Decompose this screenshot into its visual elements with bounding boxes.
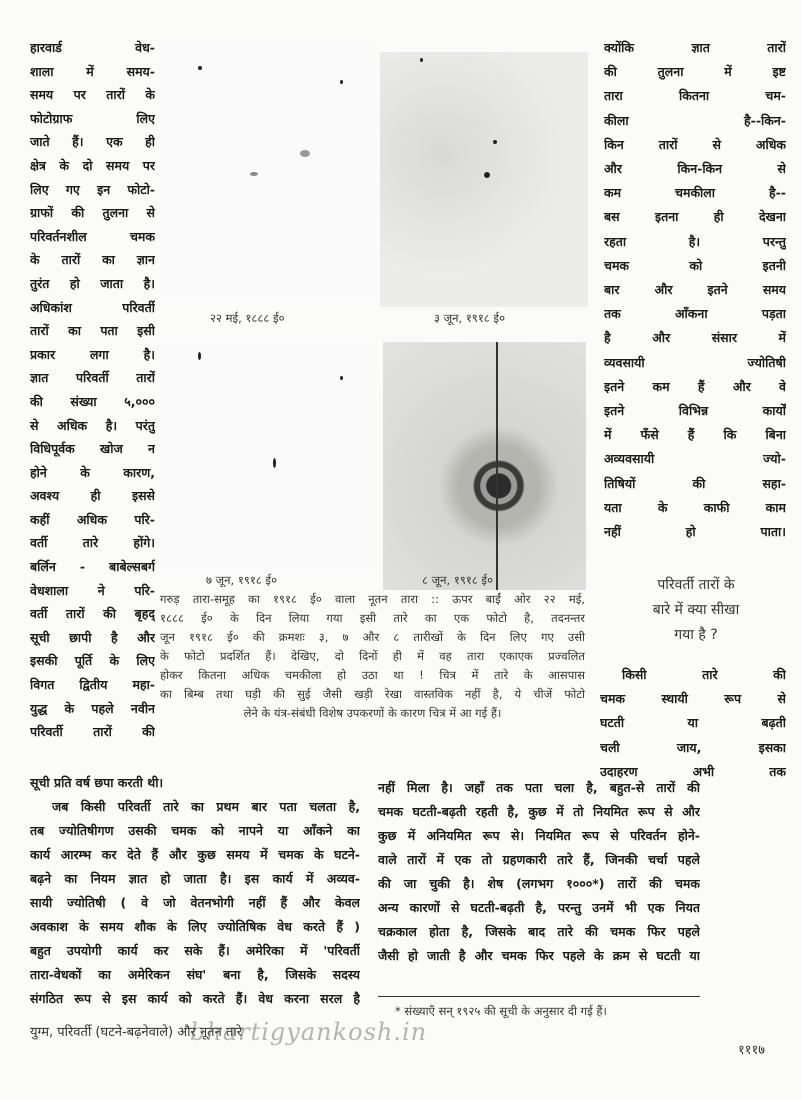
figure-description <box>160 590 585 723</box>
text-line: जैसी हो जाती है और चमक फिर पहले के क्रम से घटती या <box>378 948 700 963</box>
text-line: शाला में समय- <box>30 63 155 79</box>
text-line: तुरंत हो जाता है। <box>30 275 155 291</box>
text-line: विधिपूर्वक खोज न <box>30 441 155 457</box>
text-line: तारा-वेधकों का अमेरिकन संघ' बना है, जिसके सदस्य <box>30 967 360 982</box>
text-line: चक्रकाल होता है, जिसके बाद तारे की चमक फिर पहले <box>378 924 700 939</box>
text-line: फोटोग्राफ लिए <box>30 110 155 126</box>
photo-caption: ७ जून, १९१८ ई० <box>206 573 278 587</box>
text-line: अवकाश के समय शौक के लिए ज्योतिषिक वेध करते हैं ) <box>30 919 360 934</box>
star-dot <box>340 376 343 380</box>
left-column-text <box>30 36 155 744</box>
photo-1888-may-22 <box>160 40 374 302</box>
text-line: से अधिक है। परंतु <box>30 417 155 433</box>
text-line: परिवर्ती तारों के <box>657 577 735 593</box>
text-line: अन्य कारणों से घटती-बढ़ती है, परन्तु उनमें भी एक नियत <box>378 900 700 915</box>
text-line: कम चमकीला है-- <box>604 185 786 201</box>
text-line: का बिम्ब तथा घड़ी की सुई जैसी खड़ी रेखा वास्तविक नहीं है, ये चीजें फोटो <box>160 687 585 701</box>
photo-caption: ८ जून, १९१८ ई० <box>422 573 494 587</box>
text-line: सायी ज्योतिषी ( वे जो वेतनभोगी नहीं हैं और केवल <box>30 895 360 910</box>
text-line: व्यवसायी ज्योतिषी <box>604 354 786 370</box>
photo-1918-june-8 <box>383 342 586 590</box>
text-line: अधिकांश परिवर्ती <box>30 299 155 315</box>
star-dot <box>493 140 497 144</box>
footnote: * संख्याएँ सन् १९२५ की सूची के अनुसार दी गई हैं। <box>395 1004 607 1018</box>
text-line: होकर कितना अधिक चमकीला हो उठा था ! चित्र में तारे के आसपास <box>160 668 585 682</box>
text-line: बारे में क्या सीखा <box>652 602 740 618</box>
photo-1918-june-7 <box>160 338 374 574</box>
text-line: नहीं हो पाता। <box>604 524 786 540</box>
text-line: बार और इतने समय <box>604 282 786 298</box>
text-line: तब ज्योतिषीगण उसकी चमक को नापने या आँकने का <box>30 823 360 838</box>
text-line: लिए गए इन फोटो- <box>30 181 155 197</box>
text-line: ग्राफों की तुलना से <box>30 205 155 221</box>
text-line: घटती या बढ़ती <box>600 715 786 731</box>
text-line: सूची प्रति वर्ष छपा करती थी। <box>30 775 164 790</box>
text-line: क्षेत्र के दो समय पर <box>30 157 155 173</box>
text-line: परिवर्तनशील चमक <box>30 228 155 244</box>
text-line: चमक को इतनी <box>604 257 786 273</box>
text-line: किन तारों से अधिक <box>604 136 786 152</box>
text-line: बहुत उपयोगी कार्य कर सके हैं। अमेरिका में 'परिवर्ती <box>30 943 360 958</box>
star-dot <box>273 458 276 468</box>
photo-caption: २२ मई, १८८८ ई० <box>210 311 285 325</box>
text-line: के फोटो प्रदर्शित हैं। देखिए, दो दिनों ही में वह तारा एकाएक प्रज्वलित <box>160 649 585 663</box>
page-number: १११७ <box>738 1043 766 1058</box>
text-line: इसकी पूर्ति के लिए <box>30 653 155 669</box>
text-line: कुछ में अनियमित रूप से। नियमित रूप से परिवर्तन होने- <box>378 828 700 843</box>
star-dot <box>340 80 343 84</box>
text-line: यता के काफी काम <box>604 499 786 515</box>
text-line: कहीं अधिक परि- <box>30 511 155 527</box>
text-line: चमक स्थायी रूप से <box>600 691 786 707</box>
star-dot <box>198 66 202 70</box>
text-line: बर्लिन - बाबेल्सबर्ग <box>30 559 155 575</box>
text-line: परिवर्ती तारों की <box>30 724 155 740</box>
text-line: चली जाय, इसका <box>600 739 786 755</box>
text-line: की संख्या ५,००० <box>30 393 155 409</box>
star-dot <box>420 58 423 62</box>
text-line: की जा चुकी है। शेष (लगभग १०००*) तारों की चमक <box>378 876 700 891</box>
footnote-divider <box>378 996 700 997</box>
text-line: के तारों का ज्ञान <box>30 252 155 268</box>
text-line: वर्ती तारे होंगे। <box>30 535 155 551</box>
bottom-left-text <box>30 771 360 1011</box>
photo-caption: ३ जून, १९१८ ई० <box>434 311 506 325</box>
text-line: तक आँकना पड़ता <box>604 306 786 322</box>
text-line: प्रकार लगा है। <box>30 346 155 362</box>
text-line: इतने कम हैं और वे <box>604 378 786 394</box>
text-line: में फँसे हैं कि बिना <box>604 427 786 443</box>
running-footer: युग्म, परिवर्ती (घटने-बढ़नेवाले) और नूतन तारे <box>30 1025 243 1040</box>
text-line: गया है ? <box>674 627 718 643</box>
text-line: वेधशाला ने परि- <box>30 582 155 598</box>
photo-1918-june-3 <box>380 52 588 307</box>
star-dot <box>198 352 201 360</box>
text-line: अवश्य ही इससे <box>30 488 155 504</box>
text-line: तारों का पता इसी <box>30 323 155 339</box>
text-line: चमक घटती-बढ़ती रहती है, कुछ में तो नियमित रूप से और <box>378 804 700 819</box>
text-line: हारवार्ड वेध- <box>30 40 155 55</box>
text-line: बढ़ने का नियम ज्ञात हो जाता है। इस कार्य में अव्यव- <box>30 871 360 886</box>
text-line: और किन-किन से <box>604 161 786 177</box>
text-line: रहता है। परन्तु <box>604 233 786 249</box>
text-line: युद्ध के पहले नवीन <box>30 700 155 716</box>
text-line: तिषियों की सहा- <box>604 475 786 491</box>
text-line: वाले तारों में एक तो ग्रहणकारी तारे हैं, जिनकी चर्चा पहले <box>378 852 700 867</box>
text-line: उदाहरण अभी तक <box>600 763 786 779</box>
text-line: समय पर तारों के <box>30 87 155 103</box>
text-line: बस इतना ही देखना <box>604 209 786 225</box>
section-heading <box>596 573 796 648</box>
text-line: नहीं मिला है। जहाँ तक पता चला है, बहुत-से तारों की <box>378 780 700 795</box>
text-line: की तुलना में इष्ट <box>604 64 786 80</box>
text-line: लेने के यंत्र-संबंधी विशेष उपकरणों के कारण चित्र में आ गई हैं। <box>243 706 502 720</box>
text-line: होने के कारण, <box>30 464 155 480</box>
star-dot <box>484 172 490 178</box>
watermark: bhartigyankosh.in <box>190 1018 428 1046</box>
star-dot <box>250 172 258 176</box>
text-line: विगत द्वितीय महा- <box>30 677 155 693</box>
text-line: जाते हैं। एक ही <box>30 134 155 150</box>
right-column-text-bottom <box>600 663 786 784</box>
text-line: अव्यवसायी ज्यो- <box>604 451 786 467</box>
text-line: कार्य आरम्भ कर देते हैं और कुछ समय में चमक के घटने- <box>30 847 360 862</box>
right-column-text-top <box>604 36 786 544</box>
text-line: १८८८ ई० के दिन लिया गया इसी तारे का एक फोटो है, तदनन्तर <box>160 611 585 625</box>
text-line: कीला है--किन- <box>604 112 786 128</box>
star-dot <box>300 150 310 157</box>
text-line: सूची छापी है और <box>30 629 155 645</box>
text-line: ज्ञात परिवर्ती तारों <box>30 370 155 386</box>
text-line: जब किसी परिवर्ती तारे का प्रथम बार पता चलता है, <box>52 799 360 814</box>
text-line: है और संसार में <box>604 330 786 346</box>
bottom-right-text <box>378 776 700 968</box>
text-line: इतने विभिन्न कार्यों <box>604 403 786 419</box>
text-line: संगठित रूप से इस कार्य को करते हैं। वेध करना सरल है <box>30 991 360 1006</box>
text-line: वर्ती तारों की बृहद् <box>30 606 155 622</box>
text-line: गरुड़ तारा-समूह का १९१८ ई० वाला नूतन तारा :: ऊपर बाईं ओर २२ मई, <box>160 592 585 606</box>
text-line: क्योंकि ज्ञात तारों <box>604 40 786 55</box>
text-line: जून १९१८ ई० की क्रमशः ३, ७ और ८ तारीखों के दिन लिए गए उसी <box>160 630 585 644</box>
needle-line <box>496 342 498 590</box>
text-line: किसी तारे की <box>622 667 786 682</box>
text-line: तारा कितना चम- <box>604 88 786 104</box>
